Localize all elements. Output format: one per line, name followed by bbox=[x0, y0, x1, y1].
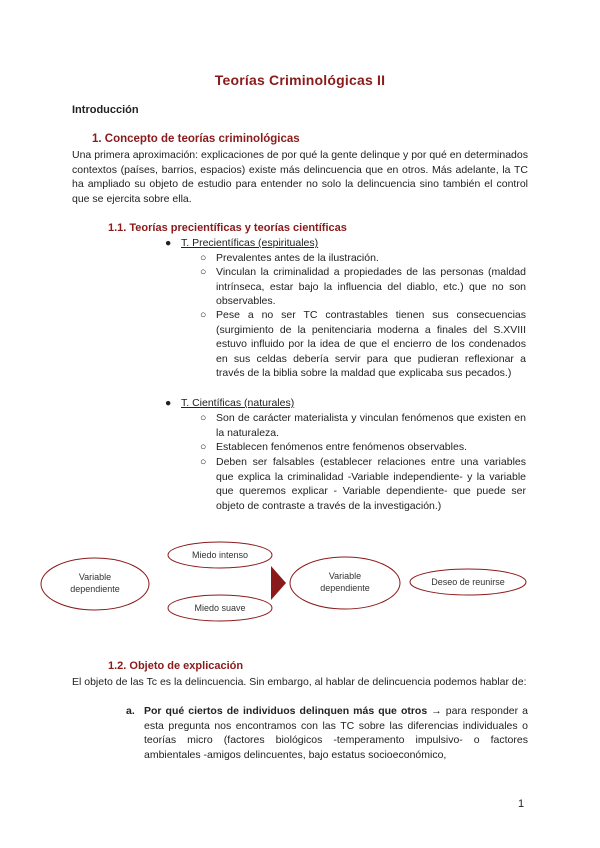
list-item-text: Pese a no ser TC contrastables tienen sus consecuencias (surgimiento de la penitenciaria moderna a finales del S.XVIII estuvo influido por la idea de que el encierro de los condenados en sus celdas debería servir para que pudieran reflexionar a través de la biblia sobre la maldad que explicaba sus pecados.) bbox=[216, 309, 526, 379]
section-1-1-heading: 1.1. Teorías precientíficas y teorías científicas bbox=[108, 222, 347, 234]
section-1-paragraph: Una primera aproximación: explicaciones de por qué la gente delinque y por qué en determinados contextos (países, barrios, espacios) existe más delincuencia que en otros. Más adelante, la TC ha ampliado su objeto de estudio para entender no solo la delincuencia sino también el control que se ejercita sobre ella. bbox=[72, 149, 528, 205]
arrow-shape bbox=[271, 566, 286, 600]
left-ellipse-line2: dependiente bbox=[70, 584, 120, 594]
list-item-text bbox=[144, 704, 528, 762]
list-item-text: Prevalentes antes de la ilustración. bbox=[216, 252, 379, 264]
section-1-heading: 1. Concepto de teorías criminológicas bbox=[92, 133, 300, 145]
bullet-label: T. Precientíficas (espirituales) bbox=[181, 237, 319, 249]
variables-diagram bbox=[30, 540, 570, 640]
circle-bullet-icon: ○ bbox=[200, 252, 207, 264]
bullet-dot-icon: ● bbox=[165, 397, 172, 409]
right-ellipse bbox=[410, 569, 526, 595]
circle-bullet-icon: ○ bbox=[200, 309, 207, 321]
section-1-2-paragraph: El objeto de las Tc es la delincuencia. Sin embargo, al hablar de delincuencia podemos hablar de: bbox=[72, 676, 527, 688]
list-item-a bbox=[120, 704, 528, 762]
bullet-dot-icon: ● bbox=[165, 237, 172, 249]
circle-bullet-icon: ○ bbox=[200, 441, 207, 453]
section-1-2-heading: 1.2. Objeto de explicación bbox=[108, 660, 244, 672]
top-ellipse bbox=[168, 542, 272, 568]
middle-ellipse bbox=[290, 557, 400, 609]
list-item-text: Vinculan la criminalidad a propiedades de las personas (maldad intrínseca, estar bajo la influencia del diablo, etc.) que no son observables. bbox=[216, 266, 526, 307]
circle-bullet-icon: ○ bbox=[200, 412, 207, 424]
circle-bullet-icon: ○ bbox=[200, 266, 207, 278]
bottom-ellipse-label: Miedo suave bbox=[194, 603, 246, 613]
list-item-text: Deben ser falsables (establecer relaciones entre una variables que explica la criminalidad -Variable independiente- y la variable que queremos explicar - Variable dependiente- que puede ser objeto de contraste a través de la investigación.) bbox=[216, 456, 526, 512]
document-title: Teorías Criminológicas II bbox=[214, 72, 386, 88]
left-ellipse-line1: Variable bbox=[78, 572, 112, 582]
bullet-cientificas bbox=[165, 397, 294, 409]
list-item-rest: para responder a esta pregunta nos encontramos con las TC sobre las diferencias individuales o teorías micro (factores biológicos -temperamento impulsivo- o factores ambientales -amigos delincuentes, bajo estatus socioeconómico, bbox=[144, 705, 529, 761]
list-item-text: Son de carácter materialista y vinculan fenómenos que existen en la naturaleza. bbox=[216, 412, 526, 439]
list-item bbox=[200, 308, 526, 381]
middle-ellipse-line2: dependiente bbox=[320, 583, 370, 593]
bullet-precientificas bbox=[165, 237, 318, 249]
list-item bbox=[200, 455, 526, 513]
bottom-ellipse bbox=[168, 595, 272, 621]
circle-bullet-icon: ○ bbox=[200, 456, 207, 468]
list-item-label: a. bbox=[126, 705, 135, 717]
right-ellipse-label: Deseo de reunirse bbox=[431, 577, 505, 587]
bullet-label: T. Científicas (naturales) bbox=[181, 397, 295, 409]
list-item bbox=[200, 411, 526, 440]
top-ellipse-label: Miedo intenso bbox=[191, 550, 249, 560]
intro-heading: Introducción bbox=[72, 104, 139, 116]
list-item bbox=[200, 251, 526, 266]
list-item-bold: Por qué ciertos de individuos delinquen más que otros bbox=[144, 705, 428, 717]
list-item bbox=[200, 440, 526, 455]
list-item bbox=[200, 265, 526, 309]
list-item-text: Establecen fenómenos entre fenómenos observables. bbox=[216, 441, 467, 453]
middle-ellipse-line1: Variable bbox=[328, 571, 362, 581]
page-number: 1 bbox=[518, 798, 525, 810]
left-ellipse bbox=[41, 558, 149, 610]
arrow-right-icon: → bbox=[431, 705, 442, 717]
